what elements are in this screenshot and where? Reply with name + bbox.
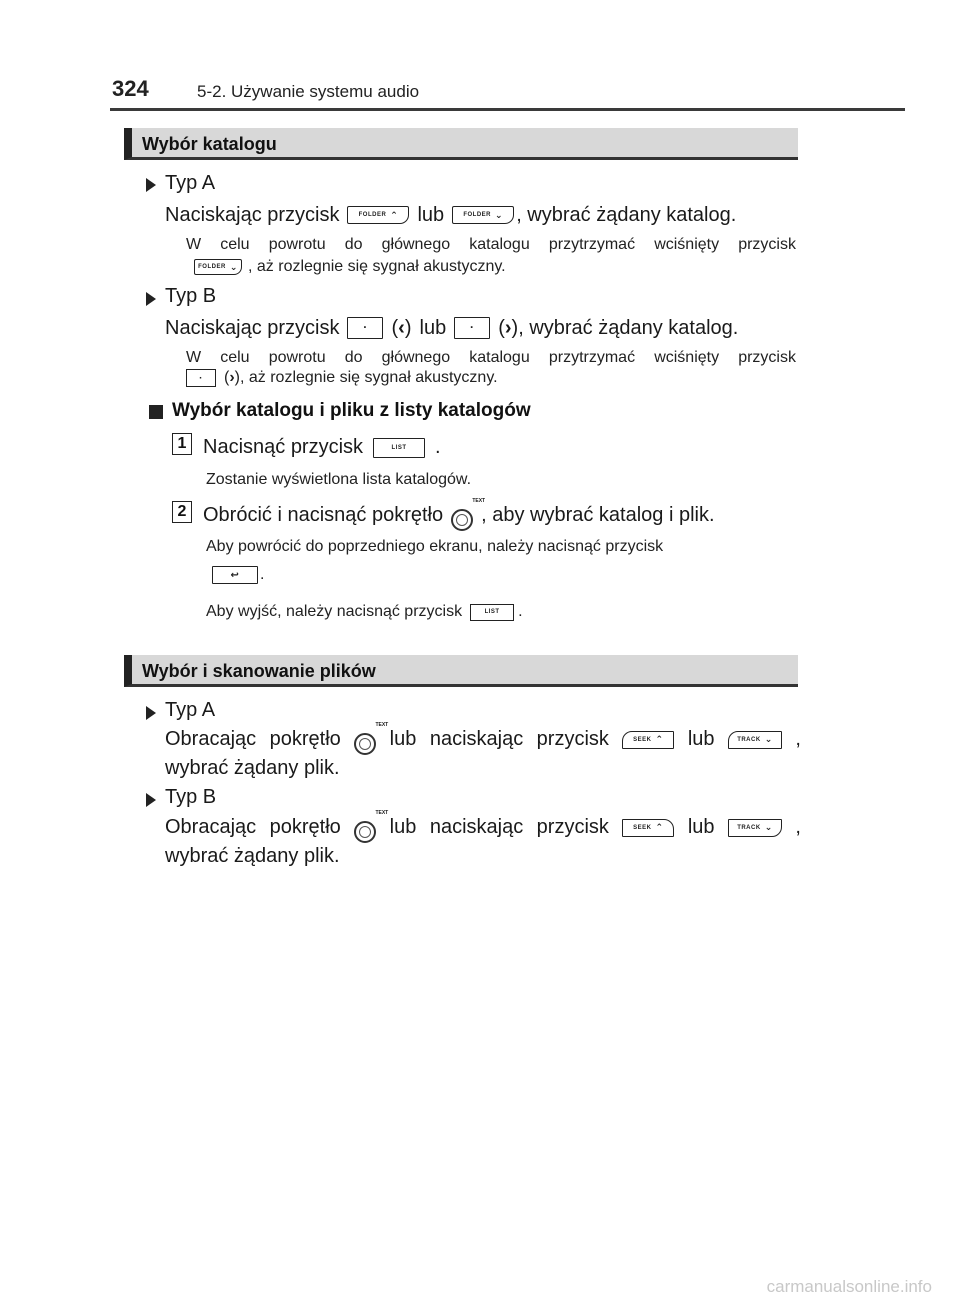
list-button-icon: LIST: [373, 438, 425, 458]
preset-button-icon: ·: [454, 317, 490, 339]
step1-note: Zostanie wyświetlona lista katalogów.: [206, 471, 472, 488]
step2-note1: Aby powrócić do poprzedniego ekranu, należy nacisnąć przycisk: [206, 538, 664, 555]
section-title: Wybór katalogu: [142, 134, 277, 154]
type-a-scan-line2: wybrać żądany plik.: [165, 757, 340, 779]
type-b-scan-line2: wybrać żądany plik.: [165, 845, 340, 867]
type-a-note-line1: W celu powrotu do głównego katalogu przytrzymać wciśnięty przycisk: [186, 236, 796, 253]
type-a-note-line2: FOLDER ⌄ , aż rozlegnie się sygnał akustyczny.: [194, 258, 506, 276]
step-number-badge: 1: [172, 433, 192, 455]
type-a-label: Typ A: [165, 172, 216, 194]
tune-knob-icon: TEXT: [354, 724, 376, 755]
chapter-title: 5-2. Używanie systemu audio: [197, 82, 420, 101]
step2-note2: Aby wyjść, należy nacisnąć przycisk LIST .: [206, 603, 523, 620]
seek-button-icon: SEEK ⌃: [622, 731, 674, 749]
square-bullet-icon: [149, 405, 163, 419]
type-b-scan-instruction: Obracając pokrętło TEXT lub naciskając przycisk SEEK ⌃ lub TRACK ⌄ ,: [165, 812, 801, 843]
track-button-icon: TRACK ⌄: [728, 819, 782, 837]
seek-button-icon: SEEK ⌃: [622, 819, 674, 837]
type-b-label: Typ B: [165, 786, 217, 808]
chevron-right-icon: ›: [229, 369, 235, 386]
type-a-instruction: Naciskając przycisk FOLDER ⌃ lub FOLDER ⌄ , wybrać żądany katalog.: [165, 203, 737, 226]
track-button-icon: TRACK ⌄: [728, 731, 782, 749]
arrow-bullet-icon: [146, 706, 156, 720]
type-b-note-line2: · (›), aż rozlegnie się sygnał akustyczny.: [186, 369, 498, 387]
step-number-badge: 2: [172, 501, 192, 523]
type-a-label: Typ A: [165, 699, 216, 721]
section-title: Wybór i skanowanie plików: [142, 661, 376, 681]
preset-button-icon: ·: [347, 317, 383, 339]
section-header-folder-select: [124, 128, 798, 160]
header-rule: [110, 108, 905, 111]
back-button-icon: ↩: [212, 566, 258, 584]
chevron-left-icon: ‹: [398, 316, 405, 339]
subsection-title: Wybór katalogu i pliku z listy katalogów: [172, 400, 531, 421]
tune-knob-icon: TEXT: [354, 812, 376, 843]
folder-down-button-icon: FOLDER ⌄: [194, 259, 242, 275]
folder-up-button-icon: FOLDER ⌃: [347, 206, 409, 224]
chevron-right-icon: ›: [504, 316, 512, 339]
step2-note1-cont: ↩ .: [212, 566, 264, 584]
arrow-bullet-icon: [146, 793, 156, 807]
tune-knob-icon: TEXT: [451, 500, 473, 531]
type-b-label: Typ B: [165, 285, 217, 307]
section-header-file-scan: [124, 655, 798, 687]
arrow-bullet-icon: [146, 292, 156, 306]
step2-instruction: Obrócić i nacisnąć pokrętło TEXT , aby wybrać katalog i plik.: [203, 500, 715, 531]
step1-instruction: Nacisnąć przycisk LIST .: [203, 436, 441, 458]
type-b-instruction: Naciskając przycisk · (‹) lub · (›), wybrać żądany katalog.: [165, 316, 739, 339]
arrow-bullet-icon: [146, 178, 156, 192]
folder-down-button-icon: FOLDER ⌄: [452, 206, 514, 224]
type-a-scan-instruction: Obracając pokrętło TEXT lub naciskając przycisk SEEK ⌃ lub TRACK ⌄ ,: [165, 724, 801, 755]
list-button-icon: LIST: [470, 604, 514, 621]
watermark: carmanualsonline.info: [766, 1277, 932, 1296]
preset-button-icon: ·: [186, 369, 216, 387]
type-b-note-line1: W celu powrotu do głównego katalogu przytrzymać wciśnięty przycisk: [186, 349, 796, 366]
page-number: 324: [112, 76, 149, 101]
